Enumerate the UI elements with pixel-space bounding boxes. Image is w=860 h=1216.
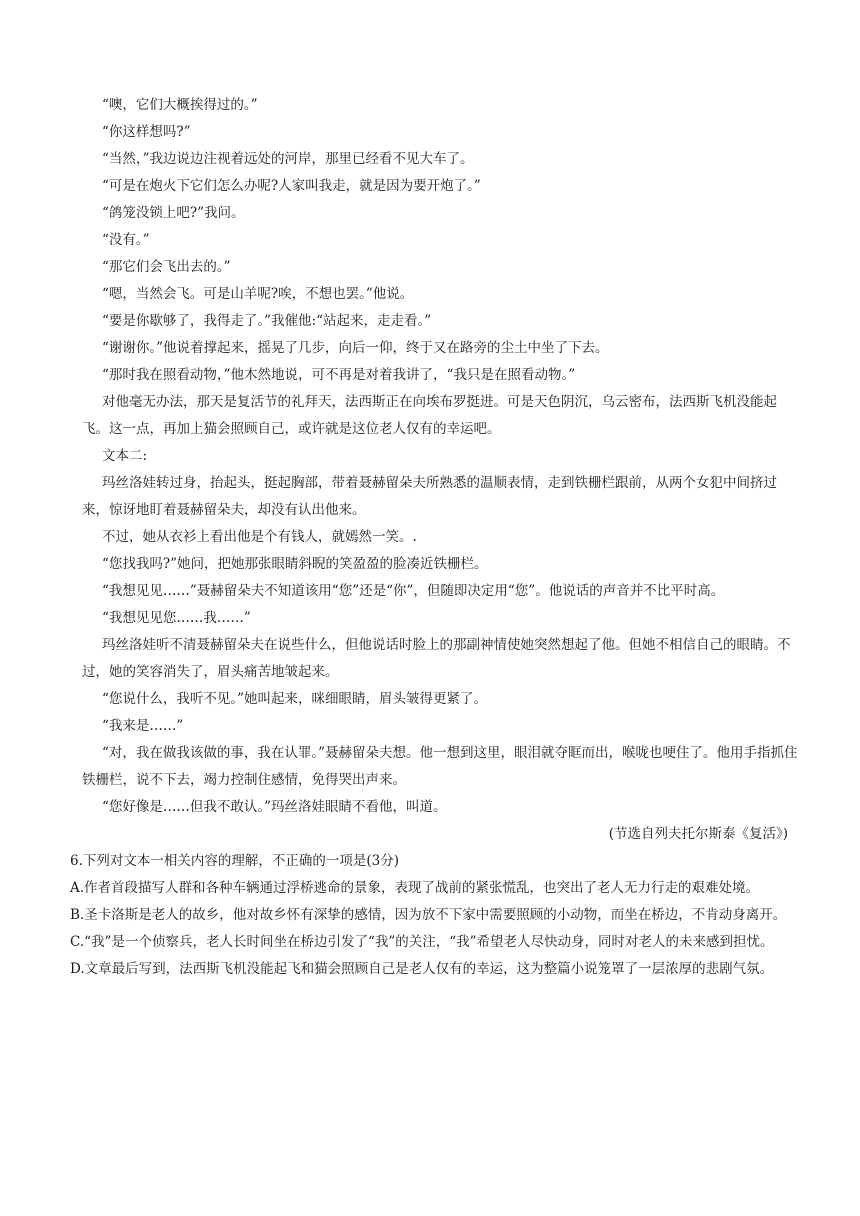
dialogue-line: “当然，”我边说边注视着远处的河岸，那里已经看不见大车了。 (102, 151, 474, 167)
dialogue-line: “那时我在照看动物，”他木然地说，可不再是对着我讲了，“我只是在照看动物。” (102, 367, 576, 383)
source-note: (节选自列夫托尔斯泰《复活》) (608, 826, 788, 842)
text2-paragraph: “对，我在做我该做的事，我在认罪。”聂赫留朵夫想。他一想到这里，眼泪就夺眶而出，喉咙也哽住了。他用手指抓住铁栅栏，说不下去，竭力控制住感情，免得哭出声来。 (82, 745, 798, 788)
option-d[interactable]: D.文章最后写到，法西斯飞机没能起飞和猫会照顾自己是老人仅有的幸运，这为整篇小说笼罩了一层浓厚的悲剧气氛。 (70, 961, 774, 977)
text2-paragraph: “您好像是……但我不敢认。”玛丝洛娃眼睛不看他，叫道。 (102, 799, 447, 815)
dialogue-line: “那它们会飞出去的。” (102, 259, 231, 275)
narrative-paragraph: 对他毫无办法，那天是复活节的礼拜天，法西斯正在向埃布罗挺进。可是天色阴沉，乌云密布，法西斯飞机没能起飞。这一点，再加上猫会照顾自己，或许就是这位老人仅有的幸运吧。 (82, 394, 777, 437)
question-6 (70, 848, 800, 983)
text2-paragraph: “您说什么，我听不见。”她叫起来，咪细眼睛，眉头皱得更紧了。 (102, 691, 488, 707)
text2-paragraph: “我来是……” (102, 718, 184, 734)
dialogue-line: “鸽笼没锁上吧?”我问。 (102, 205, 245, 221)
text1-section (82, 92, 800, 443)
dialogue-line: “可是在炮火下它们怎么办呢?人家叫我走，就是因为要开炮了。” (102, 178, 481, 194)
dialogue-line: “没有。” (102, 232, 150, 248)
option-a[interactable]: A.作者首段描写人群和各种车辆通过浮桥逃命的景象，表现了战前的紧张慌乱，也突出了老人无力行走的艰难处境。 (70, 880, 760, 896)
text2-paragraph: “您找我吗?”她问，把她那张眼睛斜睨的笑盈盈的脸凑近铁栅栏。 (102, 556, 488, 572)
dialogue-line: “要是你歇够了，我得走了。”我催他:“站起来，走走看。” (102, 313, 432, 329)
text2-paragraph: 玛丝洛娃转过身，抬起头，挺起胸部，带着聂赫留朵夫所熟悉的温顺表情，走到铁栅栏跟前，从两个女犯中间挤过来，惊讶地盯着聂赫留朵夫，却没有认出他来。 (82, 475, 777, 518)
text2-section (82, 443, 800, 848)
text2-paragraph: 不过，她从衣衫上看出他是个有钱人，就嫣然一笑。. (102, 529, 417, 545)
option-b[interactable]: B.圣卡洛斯是老人的故乡，他对故乡怀有深挚的感情，因为放不下家中需要照顾的小动物，而坐在桥边，不肯动身离开。 (70, 907, 787, 923)
text2-paragraph: 玛丝洛娃听不清聂赫留朵夫在说些什么，但他说话时脸上的那副神情使她突然想起了他。但她不相信自己的眼睛。不过，她的笑容消失了，眉头痛苦地皱起来。 (82, 637, 791, 680)
dialogue-line: “谢谢你。”他说着撑起来，摇晃了几步，向后一仰，终于又在路旁的尘土中坐了下去。 (102, 340, 609, 356)
text2-paragraph: “我想见见……”聂赫留朵夫不知道该用“您”还是“你”，但随即决定用“您”。他说话的声音并不比平时高。 (102, 583, 725, 599)
text2-heading: 文本二: (102, 448, 148, 464)
dialogue-line: “嗯，当然会飞。可是山羊呢?唉，不想也罢。”他说。 (102, 286, 414, 302)
dialogue-line: “噢，它们大概挨得过的。” (102, 97, 258, 113)
option-c[interactable]: C.“我”是一个侦察兵，老人长时间坐在桥边引发了“我”的关注，“我”希望老人尽快动身，同时对老人的未来感到担忧。 (70, 934, 774, 950)
dialogue-line: “你这样想吗?” (102, 124, 191, 140)
text2-paragraph: “我想见见您……我……” (102, 610, 251, 626)
question-title: 6.下列对文本一相关内容的理解，不正确的一项是(3分) (70, 853, 400, 869)
